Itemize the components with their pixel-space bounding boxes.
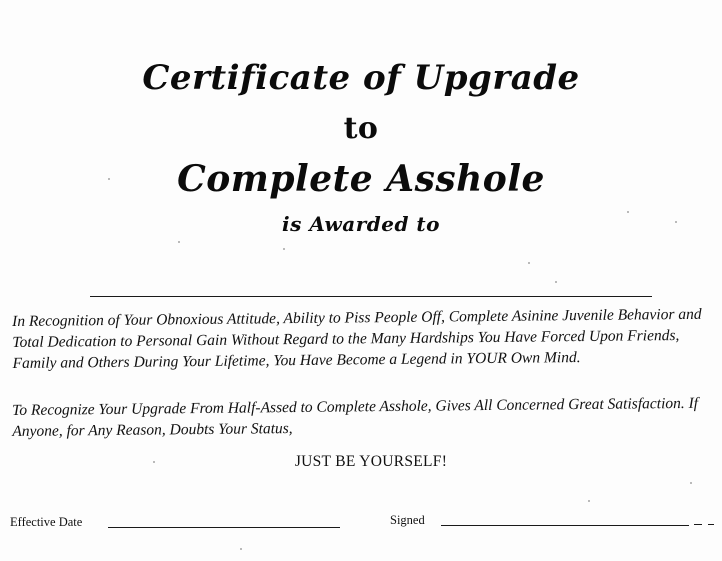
scan-speck bbox=[240, 548, 242, 550]
signature-line bbox=[441, 525, 689, 526]
signature-line-dash bbox=[708, 524, 714, 525]
slogan: JUST BE YOURSELF! bbox=[294, 453, 448, 470]
upgrade-paragraph: To Recognize Your Upgrade From Half-Assed to Complete Asshole, Gives All Concerned Great Satisfaction. If Anyone, for Any Reason, Doubts Your Status, bbox=[12, 394, 699, 440]
scan-speck bbox=[178, 241, 180, 243]
awarded-to-heading: is Awarded to bbox=[282, 212, 440, 236]
signed-label: Signed bbox=[390, 513, 425, 527]
scan-speck bbox=[528, 262, 530, 264]
signature-line-dash bbox=[694, 524, 702, 525]
certificate-title-to: to bbox=[343, 111, 379, 146]
scan-speck bbox=[588, 500, 590, 502]
scan-speck bbox=[690, 482, 692, 484]
scan-speck bbox=[555, 281, 557, 283]
effective-date-line bbox=[108, 527, 340, 528]
recipient-name-line bbox=[90, 296, 652, 297]
effective-date-label: Effective Date bbox=[10, 515, 83, 529]
recognition-paragraph: In Recognition of Your Obnoxious Attitude, Ability to Piss People Off, Complete Asinine Juvenile Behavior and Total Dedication to Personal Gain Without Regard to the Many Hardships You Have Forced Upon Friends, Family and Others During Your Lifetime, You Have Become a Legend in YOUR Own Mind. bbox=[12, 305, 702, 372]
certificate-title: Certificate of Upgrade bbox=[142, 58, 580, 98]
scan-speck bbox=[283, 248, 285, 250]
certificate-award-name: Complete Asshole bbox=[177, 158, 545, 200]
